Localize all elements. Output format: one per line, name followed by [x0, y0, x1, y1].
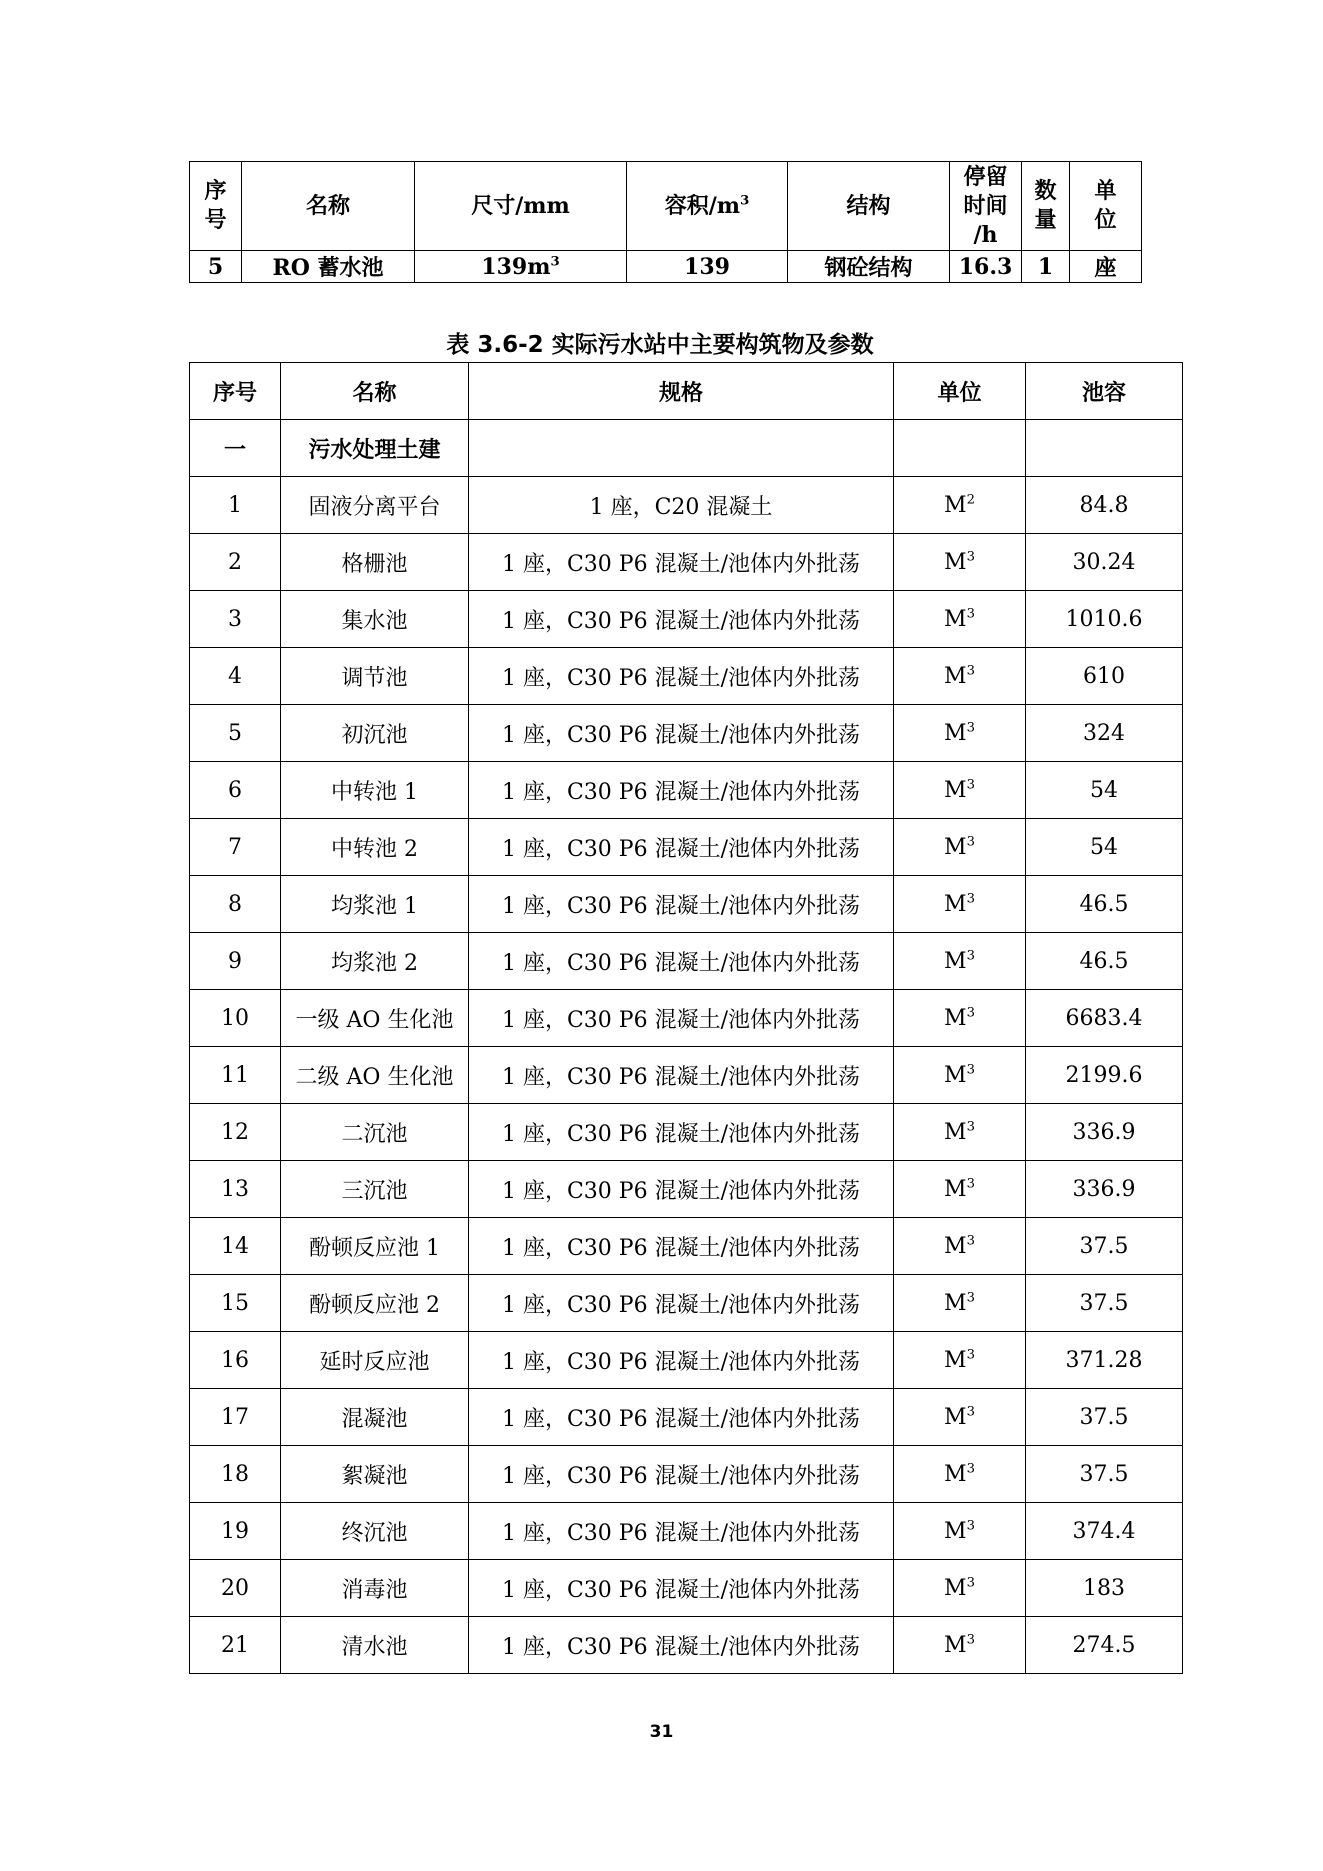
cell-volume: 139 — [627, 251, 788, 283]
header-name: 名称 — [281, 363, 469, 420]
cell-name: 清水池 — [281, 1617, 469, 1674]
table-row — [190, 591, 1183, 648]
cell-size-exponent: 3 — [550, 254, 560, 270]
cell-no: 6 — [190, 762, 281, 819]
cell-no: 12 — [190, 1104, 281, 1161]
cell-unit — [894, 1218, 1026, 1275]
cell-name: 二级 AO 生化池 — [281, 1047, 469, 1104]
table-row — [190, 1617, 1183, 1674]
cell-capacity: 183 — [1026, 1560, 1183, 1617]
cell-spec: 1 座，C30 P6 混凝土/池体内外批荡 — [469, 591, 894, 648]
cell-capacity: 374.4 — [1026, 1503, 1183, 1560]
cell-unit-symbol: M — [944, 720, 967, 746]
cell-unit-exponent: 3 — [966, 891, 975, 907]
cell-name: 一级 AO 生化池 — [281, 990, 469, 1047]
cell-unit — [894, 705, 1026, 762]
cell-unit-exponent: 3 — [966, 1461, 975, 1477]
cell-unit-exponent: 3 — [966, 777, 975, 793]
cell-retention: 16.3 — [950, 251, 1022, 283]
cell-name: 絮凝池 — [281, 1446, 469, 1503]
cell-unit — [894, 1617, 1026, 1674]
table-row — [190, 251, 1142, 283]
cell-spec: 1 座，C30 P6 混凝土/池体内外批荡 — [469, 1446, 894, 1503]
cell-unit-exponent: 3 — [966, 549, 975, 565]
table-row — [190, 1389, 1183, 1446]
cell-no: 1 — [190, 477, 281, 534]
cell-unit-exponent: 3 — [966, 1632, 975, 1648]
cell-spec: 1 座，C30 P6 混凝土/池体内外批荡 — [469, 1560, 894, 1617]
cell-name: 调节池 — [281, 648, 469, 705]
cell-unit-symbol: M — [944, 663, 967, 689]
table-header-row — [190, 363, 1183, 420]
cell-no: 4 — [190, 648, 281, 705]
cell-unit-exponent: 2 — [966, 492, 975, 508]
cell-unit-symbol: M — [944, 549, 967, 575]
cell-unit-symbol: M — [944, 1062, 967, 1088]
cell-unit-symbol: M — [944, 1233, 967, 1259]
cell-unit — [894, 990, 1026, 1047]
cell-unit — [894, 762, 1026, 819]
cell-no: 18 — [190, 1446, 281, 1503]
cell-capacity: 274.5 — [1026, 1617, 1183, 1674]
header-no: 序号 — [190, 363, 281, 420]
header-spec: 规格 — [469, 363, 894, 420]
cell-unit-exponent: 3 — [966, 663, 975, 679]
table-row — [190, 990, 1183, 1047]
cell-capacity: 324 — [1026, 705, 1183, 762]
table-row — [190, 1560, 1183, 1617]
cell-spec: 1 座，C30 P6 混凝土/池体内外批荡 — [469, 1275, 894, 1332]
table-row — [190, 933, 1183, 990]
header-volume-exponent: 3 — [740, 193, 750, 209]
cell-unit — [894, 876, 1026, 933]
cell-no: 10 — [190, 990, 281, 1047]
cell-name: 集水池 — [281, 591, 469, 648]
cell-unit-exponent: 3 — [966, 1575, 975, 1591]
cell-no: 20 — [190, 1560, 281, 1617]
header-volume — [627, 162, 788, 251]
cell-unit — [894, 933, 1026, 990]
table-row — [190, 1503, 1183, 1560]
section-no: 一 — [190, 420, 281, 477]
cell-no: 19 — [190, 1503, 281, 1560]
cell-unit-symbol: M — [944, 777, 967, 803]
table-row — [190, 648, 1183, 705]
cell-capacity: 54 — [1026, 819, 1183, 876]
cell-unit-exponent: 3 — [966, 720, 975, 736]
cell-no: 2 — [190, 534, 281, 591]
cell-capacity: 371.28 — [1026, 1332, 1183, 1389]
cell-capacity: 30.24 — [1026, 534, 1183, 591]
table-row — [190, 477, 1183, 534]
section-spec — [469, 420, 894, 477]
cell-unit-exponent: 3 — [966, 834, 975, 850]
cell-name: 混凝池 — [281, 1389, 469, 1446]
cell-structure: 钢砼结构 — [788, 251, 950, 283]
cell-no: 7 — [190, 819, 281, 876]
cell-unit — [894, 591, 1026, 648]
cell-name: 终沉池 — [281, 1503, 469, 1560]
cell-name: 延时反应池 — [281, 1332, 469, 1389]
cell-unit-symbol: M — [944, 891, 967, 917]
main-structures-table — [189, 362, 1183, 1674]
cell-spec: 1 座，C30 P6 混凝土/池体内外批荡 — [469, 534, 894, 591]
section-name: 污水处理土建 — [281, 420, 469, 477]
cell-name: 均浆池 2 — [281, 933, 469, 990]
table-row — [190, 534, 1183, 591]
cell-unit-symbol: M — [944, 1347, 967, 1373]
cell-no: 3 — [190, 591, 281, 648]
header-no: 序 号 — [190, 162, 242, 251]
cell-unit-exponent: 3 — [966, 1233, 975, 1249]
cell-spec: 1 座，C30 P6 混凝土/池体内外批荡 — [469, 1161, 894, 1218]
cell-unit — [894, 819, 1026, 876]
header-capacity: 池容 — [1026, 363, 1183, 420]
cell-name: 三沉池 — [281, 1161, 469, 1218]
cell-unit-symbol: M — [944, 834, 967, 860]
cell-capacity: 336.9 — [1026, 1161, 1183, 1218]
cell-no: 5 — [190, 251, 242, 283]
header-quantity: 数 量 — [1022, 162, 1070, 251]
header-unit: 单 位 — [1070, 162, 1142, 251]
cell-spec: 1 座，C30 P6 混凝土/池体内外批荡 — [469, 819, 894, 876]
cell-spec: 1 座，C30 P6 混凝土/池体内外批荡 — [469, 648, 894, 705]
cell-unit-symbol: M — [944, 1575, 967, 1601]
cell-no: 8 — [190, 876, 281, 933]
cell-unit-symbol: M — [944, 492, 967, 518]
cell-unit — [894, 648, 1026, 705]
cell-no: 17 — [190, 1389, 281, 1446]
header-retention: 停留 时间 /h — [950, 162, 1022, 251]
cell-capacity: 37.5 — [1026, 1446, 1183, 1503]
cell-unit-symbol: M — [944, 948, 967, 974]
cell-unit: 座 — [1070, 251, 1142, 283]
table-row — [190, 705, 1183, 762]
cell-size — [415, 251, 627, 283]
cell-unit-symbol: M — [944, 1518, 967, 1544]
section-capacity — [1026, 420, 1183, 477]
cell-spec: 1 座，C30 P6 混凝土/池体内外批荡 — [469, 933, 894, 990]
cell-unit-exponent: 3 — [966, 1119, 975, 1135]
cell-no: 21 — [190, 1617, 281, 1674]
table-header-row — [190, 162, 1142, 251]
cell-name: 初沉池 — [281, 705, 469, 762]
cell-no: 14 — [190, 1218, 281, 1275]
cell-spec: 1 座，C30 P6 混凝土/池体内外批荡 — [469, 1047, 894, 1104]
header-unit: 单位 — [894, 363, 1026, 420]
cell-capacity: 1010.6 — [1026, 591, 1183, 648]
cell-unit-exponent: 3 — [966, 1518, 975, 1534]
cell-quantity: 1 — [1022, 251, 1070, 283]
header-size: 尺寸/mm — [415, 162, 627, 251]
cell-unit — [894, 1389, 1026, 1446]
table-row — [190, 1218, 1183, 1275]
header-name: 名称 — [242, 162, 415, 251]
page-number: 31 — [649, 1722, 674, 1742]
cell-capacity: 54 — [1026, 762, 1183, 819]
cell-name: 酚顿反应池 2 — [281, 1275, 469, 1332]
cell-name: 均浆池 1 — [281, 876, 469, 933]
cell-unit — [894, 1047, 1026, 1104]
table-row — [190, 1161, 1183, 1218]
cell-spec: 1 座，C30 P6 混凝土/池体内外批荡 — [469, 1389, 894, 1446]
cell-name: 消毒池 — [281, 1560, 469, 1617]
cell-unit-symbol: M — [944, 1461, 967, 1487]
cell-name: 酚顿反应池 1 — [281, 1218, 469, 1275]
cell-unit — [894, 534, 1026, 591]
cell-unit — [894, 1503, 1026, 1560]
cell-unit — [894, 1161, 1026, 1218]
header-structure: 结构 — [788, 162, 950, 251]
cell-no: 15 — [190, 1275, 281, 1332]
table-caption: 表 3.6-2 实际污水站中主要构筑物及参数 — [446, 332, 874, 358]
cell-unit — [894, 477, 1026, 534]
cell-no: 9 — [190, 933, 281, 990]
cell-capacity: 6683.4 — [1026, 990, 1183, 1047]
cell-name: 中转池 2 — [281, 819, 469, 876]
cell-size-value: 139m — [481, 253, 551, 280]
table-row — [190, 1104, 1183, 1161]
cell-unit — [894, 1446, 1026, 1503]
cell-name: 固液分离平台 — [281, 477, 469, 534]
table-row — [190, 1446, 1183, 1503]
cell-unit-symbol: M — [944, 1632, 967, 1658]
cell-capacity: 46.5 — [1026, 876, 1183, 933]
cell-unit — [894, 1560, 1026, 1617]
cell-spec: 1 座，C30 P6 混凝土/池体内外批荡 — [469, 1218, 894, 1275]
cell-unit-exponent: 3 — [966, 1290, 975, 1306]
cell-unit-exponent: 3 — [966, 1404, 975, 1420]
cell-no: 5 — [190, 705, 281, 762]
cell-name: 二沉池 — [281, 1104, 469, 1161]
cell-capacity: 84.8 — [1026, 477, 1183, 534]
cell-capacity: 46.5 — [1026, 933, 1183, 990]
cell-name: 格栅池 — [281, 534, 469, 591]
cell-spec: 1 座，C30 P6 混凝土/池体内外批荡 — [469, 876, 894, 933]
cell-unit-exponent: 3 — [966, 606, 975, 622]
cell-spec: 1 座，C30 P6 混凝土/池体内外批荡 — [469, 1104, 894, 1161]
cell-unit-exponent: 3 — [966, 1347, 975, 1363]
cell-capacity: 2199.6 — [1026, 1047, 1183, 1104]
cell-no: 13 — [190, 1161, 281, 1218]
cell-unit-symbol: M — [944, 606, 967, 632]
table-row — [190, 1047, 1183, 1104]
cell-capacity: 37.5 — [1026, 1389, 1183, 1446]
cell-spec: 1 座，C30 P6 混凝土/池体内外批荡 — [469, 705, 894, 762]
cell-unit-symbol: M — [944, 1404, 967, 1430]
cell-unit-exponent: 3 — [966, 948, 975, 964]
cell-unit-exponent: 3 — [966, 1176, 975, 1192]
cell-unit-symbol: M — [944, 1005, 967, 1031]
cell-unit-symbol: M — [944, 1119, 967, 1145]
cell-no: 16 — [190, 1332, 281, 1389]
cell-name: RO 蓄水池 — [242, 251, 415, 283]
table-row — [190, 876, 1183, 933]
structures-table-continued — [189, 161, 1142, 283]
table-row — [190, 1332, 1183, 1389]
cell-unit — [894, 1104, 1026, 1161]
table-row — [190, 762, 1183, 819]
cell-unit-symbol: M — [944, 1290, 967, 1316]
table-row — [190, 819, 1183, 876]
cell-capacity: 336.9 — [1026, 1104, 1183, 1161]
cell-spec: 1 座，C30 P6 混凝土/池体内外批荡 — [469, 1332, 894, 1389]
cell-unit — [894, 1332, 1026, 1389]
cell-spec: 1 座，C20 混凝土 — [469, 477, 894, 534]
section-unit — [894, 420, 1026, 477]
header-volume-label: 容积/m — [664, 192, 741, 219]
cell-capacity: 37.5 — [1026, 1218, 1183, 1275]
cell-unit-exponent: 3 — [966, 1005, 975, 1021]
cell-no: 11 — [190, 1047, 281, 1104]
cell-spec: 1 座，C30 P6 混凝土/池体内外批荡 — [469, 1617, 894, 1674]
cell-capacity: 610 — [1026, 648, 1183, 705]
cell-unit — [894, 1275, 1026, 1332]
cell-spec: 1 座，C30 P6 混凝土/池体内外批荡 — [469, 990, 894, 1047]
cell-name: 中转池 1 — [281, 762, 469, 819]
table-row — [190, 1275, 1183, 1332]
cell-spec: 1 座，C30 P6 混凝土/池体内外批荡 — [469, 1503, 894, 1560]
section-row — [190, 420, 1183, 477]
cell-unit-symbol: M — [944, 1176, 967, 1202]
cell-capacity: 37.5 — [1026, 1275, 1183, 1332]
cell-unit-exponent: 3 — [966, 1062, 975, 1078]
cell-spec: 1 座，C30 P6 混凝土/池体内外批荡 — [469, 762, 894, 819]
